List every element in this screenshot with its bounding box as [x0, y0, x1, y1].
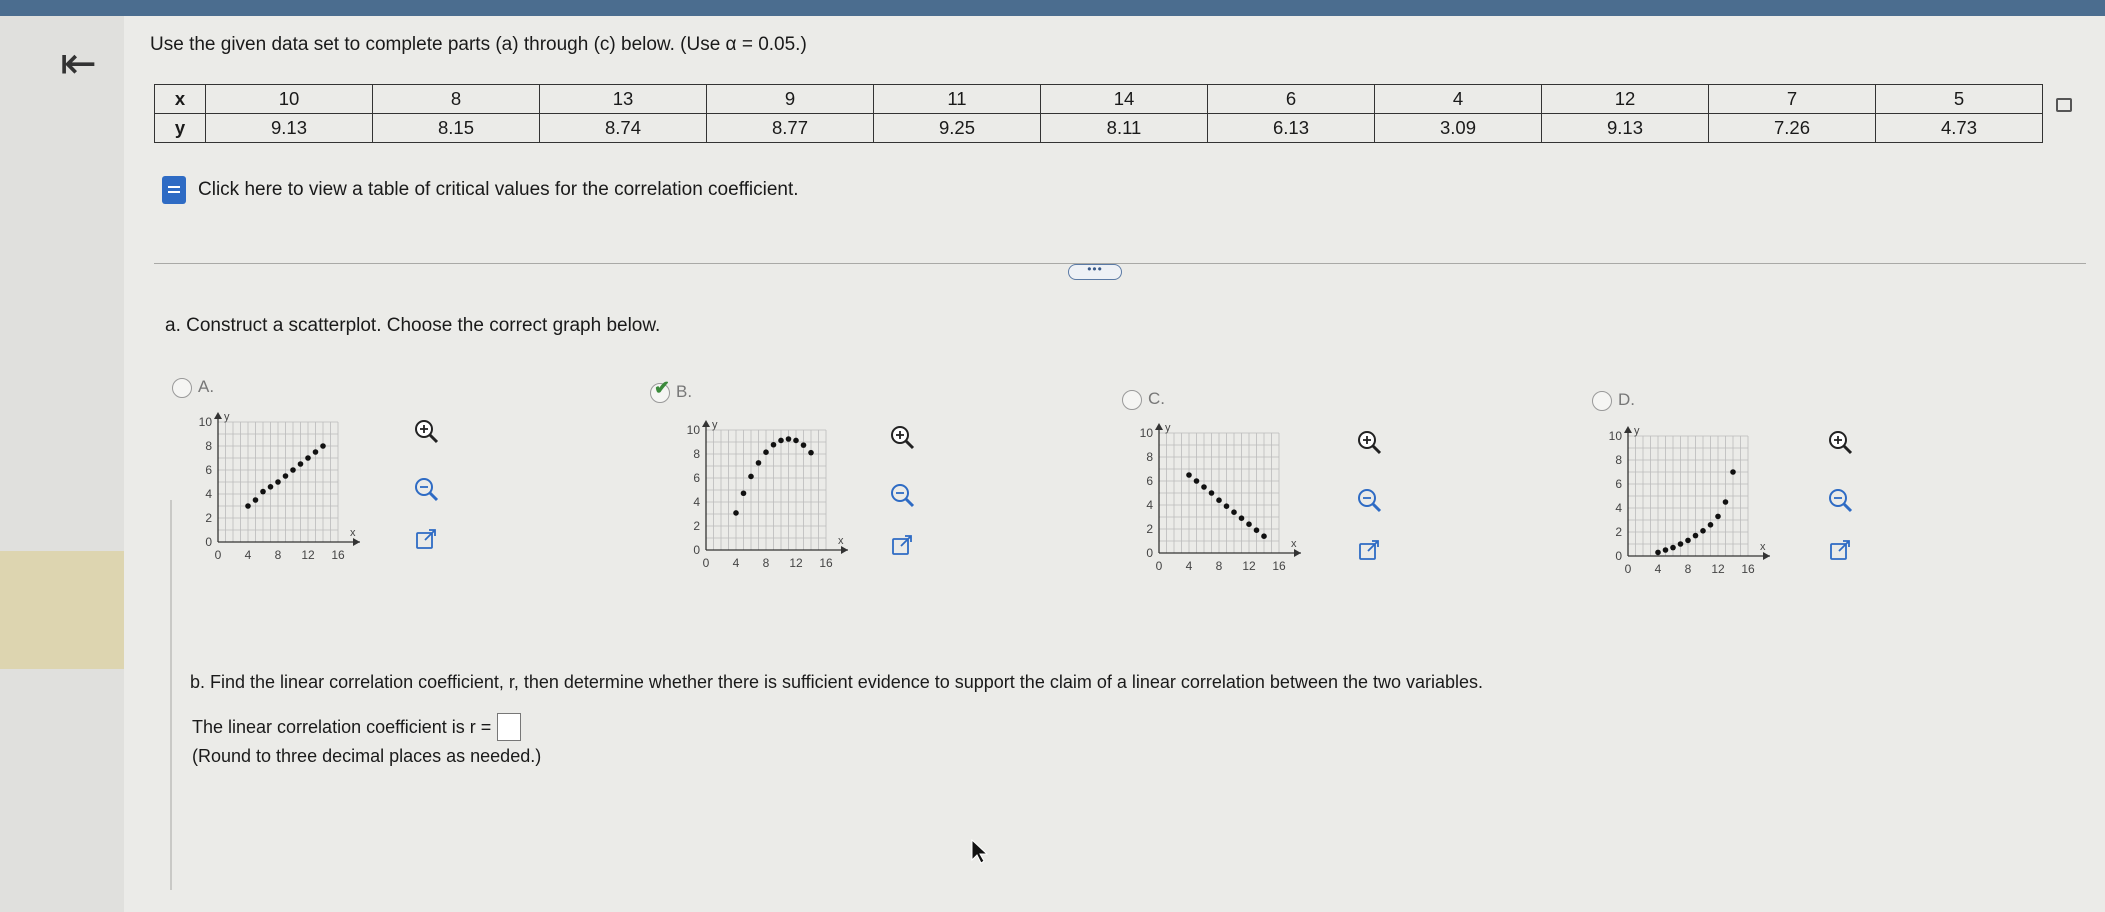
y-row	[155, 114, 2043, 143]
y-cell: 6.13	[1208, 114, 1375, 143]
y-cell: 9.13	[206, 114, 373, 143]
data-point	[1194, 478, 1200, 484]
data-point	[290, 467, 296, 473]
data-point	[786, 436, 792, 442]
x-tick-label: 16	[1272, 559, 1286, 573]
scatterplot-option-d	[1598, 426, 1798, 604]
x-cell: 6	[1208, 85, 1375, 114]
x-cell: 7	[1709, 85, 1876, 114]
y-axis-arrow-icon	[214, 412, 222, 419]
data-point	[260, 489, 266, 495]
y-tick-label: 2	[1146, 522, 1153, 536]
x-cell: 5	[1876, 85, 2043, 114]
x-axis-arrow-icon	[353, 538, 360, 546]
data-point	[1708, 522, 1714, 528]
y-tick-label: 10	[1139, 426, 1153, 440]
part-b-prompt: b. Find the linear correlation coefficient, r, then determine whether there is sufficient evidence to support the claim of a linear correlation between the two variables.	[190, 672, 1484, 692]
data-point	[763, 449, 769, 455]
data-point	[1216, 497, 1222, 503]
x-cell: 11	[874, 85, 1041, 114]
x-cell: 13	[540, 85, 707, 114]
checkmark-icon: ✔	[654, 378, 670, 399]
x-axis-arrow-icon	[1763, 552, 1770, 560]
x-tick-label: 16	[331, 548, 345, 562]
main-panel	[124, 16, 2105, 912]
data-point	[748, 474, 754, 480]
data-point	[1261, 533, 1267, 539]
open-external-icon[interactable]	[1355, 536, 1383, 564]
data-point	[778, 438, 784, 444]
zoom-out-icon[interactable]	[1355, 486, 1383, 514]
y-tick-label: 8	[1146, 450, 1153, 464]
option-radio-c[interactable]	[1122, 390, 1142, 410]
x-cell: 12	[1542, 85, 1709, 114]
x-row	[155, 85, 2043, 114]
part-a-prompt: a. Construct a scatterplot. Choose the correct graph below.	[165, 315, 661, 336]
y-tick-label: 6	[1615, 477, 1622, 491]
x-cell: 4	[1375, 85, 1542, 114]
x-tick-label: 12	[1242, 559, 1256, 573]
data-point	[1186, 472, 1192, 478]
y-axis-arrow-icon	[702, 420, 710, 427]
data-point	[313, 449, 319, 455]
critical-values-text[interactable]: Click here to view a table of critical values for the correlation coefficient.	[198, 179, 799, 200]
x-tick-label: 4	[244, 548, 252, 562]
x-tick-label: 0	[1155, 559, 1163, 573]
answer-prompt: The linear correlation coefficient is r =	[192, 716, 492, 737]
zoom-out-icon[interactable]	[412, 475, 440, 503]
option-radio-a[interactable]	[172, 378, 192, 398]
y-tick-label: 0	[1615, 549, 1622, 563]
zoom-out-icon[interactable]	[888, 481, 916, 509]
x-tick-label: 8	[1215, 559, 1223, 573]
data-point	[1670, 545, 1676, 551]
y-tick-label: 4	[1615, 501, 1622, 515]
x-cell: 14	[1041, 85, 1208, 114]
x-axis-arrow-icon	[1294, 549, 1301, 557]
y-cell: 7.26	[1709, 114, 1876, 143]
y-tick-label: 2	[1615, 525, 1622, 539]
data-point	[801, 442, 807, 448]
option-radio-d[interactable]	[1592, 391, 1612, 411]
y-axis-label: y	[1165, 423, 1171, 434]
y-tick-label: 8	[693, 447, 700, 461]
x-tick-label: 8	[1684, 562, 1692, 576]
y-cell: 8.11	[1041, 114, 1208, 143]
open-external-icon[interactable]	[888, 531, 916, 559]
critical-values-link[interactable]	[162, 176, 799, 204]
x-cell: 8	[373, 85, 540, 114]
data-point	[1254, 527, 1260, 533]
scatterplot-option-b	[676, 420, 876, 598]
scatterplot-option-c	[1129, 423, 1329, 601]
data-point	[1693, 533, 1699, 539]
data-point	[268, 484, 274, 490]
x-tick-label: 4	[732, 556, 740, 570]
x-header: x	[155, 85, 206, 114]
data-point	[756, 460, 762, 466]
section-divider	[154, 263, 2086, 264]
y-tick-label: 0	[205, 535, 212, 549]
data-point	[1224, 503, 1230, 509]
x-axis-arrow-icon	[841, 546, 848, 554]
data-point	[275, 479, 281, 485]
zoom-in-icon[interactable]	[888, 423, 916, 451]
data-point	[1723, 499, 1729, 505]
y-cell: 4.73	[1876, 114, 2043, 143]
x-tick-label: 12	[1711, 562, 1725, 576]
data-point	[1239, 515, 1245, 521]
zoom-in-icon[interactable]	[412, 417, 440, 445]
data-point	[283, 473, 289, 479]
data-point	[1246, 521, 1252, 527]
x-tick-label: 16	[1741, 562, 1755, 576]
data-point	[733, 510, 739, 516]
data-point	[793, 438, 799, 444]
y-tick-label: 2	[693, 519, 700, 533]
data-point	[1730, 469, 1736, 475]
y-tick-label: 6	[205, 463, 212, 477]
zoom-in-icon[interactable]	[1826, 428, 1854, 456]
r-answer-input[interactable]	[497, 713, 521, 741]
data-point	[1700, 528, 1706, 534]
data-table	[154, 84, 2043, 143]
y-cell: 8.77	[707, 114, 874, 143]
x-cell: 10	[206, 85, 373, 114]
x-cell: 9	[707, 85, 874, 114]
more-button[interactable]: •••	[1068, 264, 1122, 280]
x-axis-label: x	[838, 535, 844, 547]
y-tick-label: 6	[693, 471, 700, 485]
x-tick-label: 12	[301, 548, 315, 562]
left-pane-highlight	[0, 551, 124, 669]
y-cell: 8.15	[373, 114, 540, 143]
copy-icon[interactable]	[2056, 98, 2072, 112]
scatterplot-option-a	[188, 412, 388, 590]
x-tick-label: 12	[789, 556, 803, 570]
open-external-icon[interactable]	[1826, 536, 1854, 564]
x-axis-label: x	[1760, 541, 1766, 553]
x-tick-label: 0	[702, 556, 710, 570]
option-label: D.	[1618, 390, 1635, 409]
y-cell: 8.74	[540, 114, 707, 143]
x-tick-label: 8	[762, 556, 770, 570]
data-point	[771, 442, 777, 448]
x-tick-label: 4	[1654, 562, 1662, 576]
mouse-cursor-icon	[970, 838, 988, 864]
option-label: A.	[198, 377, 215, 396]
data-point	[1678, 541, 1684, 547]
y-cell: 9.25	[874, 114, 1041, 143]
left-pane	[0, 16, 124, 912]
data-point	[1209, 490, 1215, 496]
y-tick-label: 4	[205, 487, 212, 501]
data-point	[245, 503, 251, 509]
x-tick-label: 16	[819, 556, 833, 570]
data-point	[1231, 509, 1237, 515]
content-border	[170, 500, 172, 890]
data-point	[1663, 547, 1669, 553]
y-axis-label: y	[1634, 426, 1640, 437]
y-tick-label: 4	[1146, 498, 1153, 512]
y-header: y	[155, 114, 206, 143]
question-text: Use the given data set to complete parts (a) through (c) below. (Use α = 0.05.)	[150, 34, 807, 55]
data-point	[305, 455, 311, 461]
x-tick-label: 0	[1624, 562, 1632, 576]
data-point	[741, 490, 747, 496]
y-tick-label: 10	[1608, 429, 1622, 443]
data-point	[1715, 514, 1721, 520]
data-point	[1655, 550, 1661, 556]
y-axis-arrow-icon	[1155, 423, 1163, 430]
y-tick-label: 2	[205, 511, 212, 525]
option-label: B.	[676, 382, 693, 401]
data-point	[298, 461, 304, 467]
x-tick-label: 4	[1185, 559, 1193, 573]
open-external-icon[interactable]	[412, 525, 440, 553]
document-icon	[162, 176, 186, 204]
x-tick-label: 0	[214, 548, 222, 562]
x-tick-label: 8	[274, 548, 282, 562]
zoom-out-icon[interactable]	[1826, 486, 1854, 514]
data-point	[320, 443, 326, 449]
answer-row	[192, 713, 521, 741]
round-note: (Round to three decimal places as needed.)	[192, 746, 542, 766]
y-tick-label: 0	[1146, 546, 1153, 560]
y-cell: 3.09	[1375, 114, 1542, 143]
y-tick-label: 6	[1146, 474, 1153, 488]
data-point	[1685, 538, 1691, 544]
top-bar	[0, 0, 2105, 16]
data-point	[1201, 484, 1207, 490]
y-axis-arrow-icon	[1624, 426, 1632, 433]
back-arrow-icon[interactable]: ⇤	[60, 39, 97, 88]
y-axis-label: y	[224, 412, 230, 423]
y-tick-label: 8	[205, 439, 212, 453]
y-tick-label: 8	[1615, 453, 1622, 467]
x-axis-label: x	[350, 527, 356, 539]
y-axis-label: y	[712, 420, 718, 431]
y-tick-label: 0	[693, 543, 700, 557]
y-tick-label: 10	[198, 415, 212, 429]
y-cell: 9.13	[1542, 114, 1709, 143]
data-point	[253, 497, 259, 503]
option-label: C.	[1148, 389, 1165, 408]
data-point	[808, 450, 814, 456]
x-axis-label: x	[1291, 538, 1297, 550]
y-tick-label: 4	[693, 495, 700, 509]
zoom-in-icon[interactable]	[1355, 428, 1383, 456]
y-tick-label: 10	[686, 423, 700, 437]
